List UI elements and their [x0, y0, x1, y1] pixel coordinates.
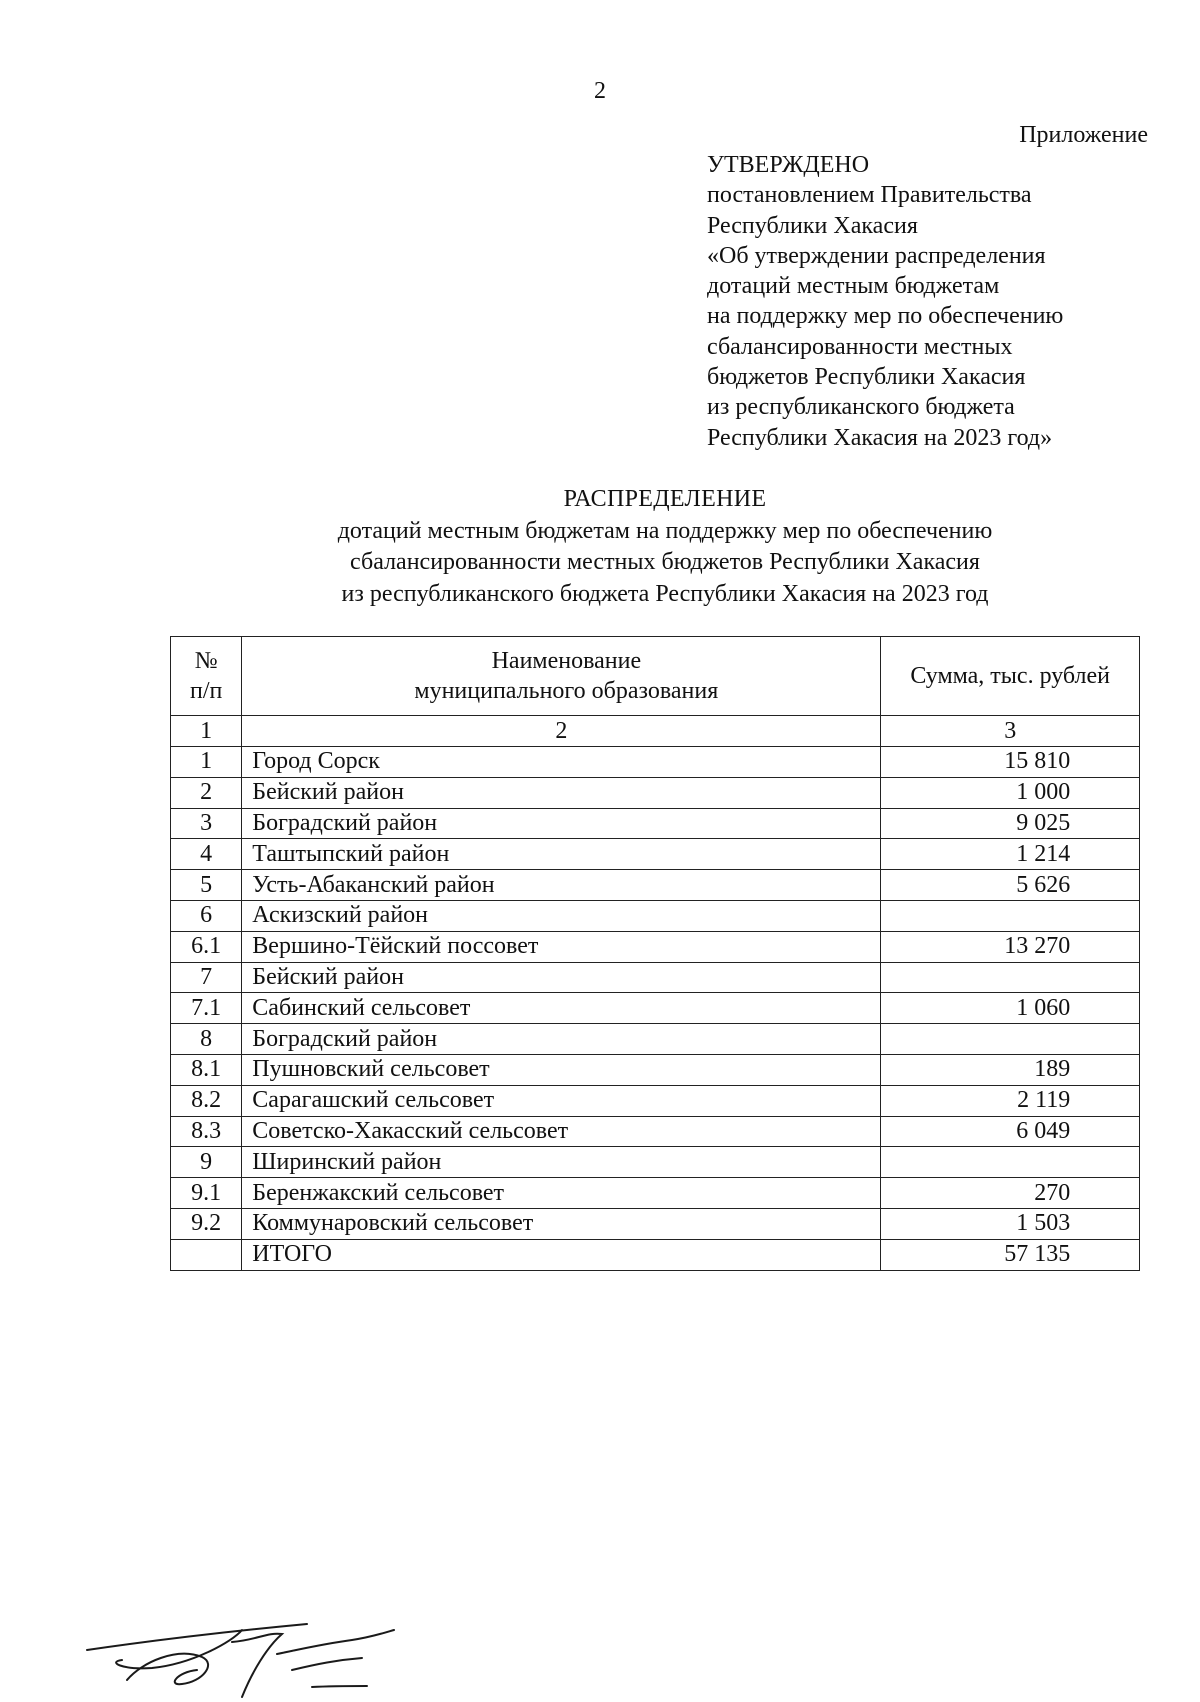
header-sum: Сумма, тыс. рублей [881, 637, 1140, 716]
signature [82, 1602, 412, 1702]
row-sum: 15 810 [1004, 748, 1071, 775]
row-name: Пушновский сельсовет [242, 1054, 881, 1085]
row-sum-cell [881, 993, 1140, 1024]
row-sum: 1 000 [1016, 779, 1071, 806]
row-sum: 2 119 [1017, 1087, 1071, 1114]
table-row [171, 1208, 1140, 1239]
document-title [0, 484, 1200, 610]
row-name: Аскизский район [242, 900, 881, 931]
row-sum: 9 025 [1016, 809, 1071, 836]
approval-line: «Об утверждении распределения [707, 242, 1046, 269]
approval-line: из республиканского бюджета [707, 394, 1015, 421]
row-sum: 13 270 [1004, 933, 1071, 960]
row-sum-cell [881, 870, 1140, 901]
approval-line: на поддержку мер по обеспечению [707, 303, 1064, 330]
header-name-line1: Наименование [491, 648, 642, 674]
row-number: 9.2 [171, 1208, 242, 1239]
approval-line: Республики Хакасия на 2023 год» [707, 424, 1053, 451]
row-name: Ширинский район [242, 1147, 881, 1178]
column-index: 2 [242, 716, 881, 747]
title-line: из республиканского бюджета Республики Хакасия на 2023 год [341, 580, 989, 607]
row-number: 5 [171, 870, 242, 901]
row-number: 4 [171, 839, 242, 870]
row-sum-cell [881, 1116, 1140, 1147]
row-name: Советско-Хакасский сельсовет [242, 1116, 881, 1147]
row-number [171, 1239, 242, 1270]
row-name: Боградский район [242, 808, 881, 839]
total-row [171, 1239, 1140, 1270]
table-header-row [171, 637, 1140, 716]
table-row [171, 747, 1140, 778]
row-sum-cell [881, 1024, 1140, 1055]
title-heading: РАСПРЕДЕЛЕНИЕ [563, 486, 767, 512]
row-number: 8.1 [171, 1054, 242, 1085]
row-name: Беренжакский сельсовет [242, 1178, 881, 1209]
row-name: Бейский район [242, 777, 881, 808]
appendix-label: Приложение [1019, 122, 1148, 148]
row-sum-cell [881, 1085, 1140, 1116]
row-sum-cell [881, 962, 1140, 993]
row-name: Боградский район [242, 1024, 881, 1055]
row-name: Коммунаровский сельсовет [242, 1208, 881, 1239]
row-number: 9.1 [171, 1178, 242, 1209]
row-name: Город Сорск [242, 747, 881, 778]
row-sum-cell [881, 1178, 1140, 1209]
row-sum-cell [881, 839, 1140, 870]
row-sum-cell [881, 808, 1140, 839]
table-row [171, 993, 1140, 1024]
table-row [171, 1116, 1140, 1147]
table-row [171, 839, 1140, 870]
row-number: 6 [171, 900, 242, 931]
table-row [171, 1054, 1140, 1085]
table-row [171, 1024, 1140, 1055]
row-number: 7 [171, 962, 242, 993]
distribution-table [170, 636, 1140, 1271]
approval-block [707, 150, 1063, 453]
row-number: 6.1 [171, 931, 242, 962]
header-number [171, 637, 242, 716]
row-number: 8.2 [171, 1085, 242, 1116]
row-sum-cell [881, 1239, 1140, 1270]
row-name: ИТОГО [242, 1239, 881, 1270]
table-row [171, 777, 1140, 808]
row-number: 8.3 [171, 1116, 242, 1147]
row-sum-cell [881, 777, 1140, 808]
row-number: 1 [171, 747, 242, 778]
row-name: Сарагашский сельсовет [242, 1085, 881, 1116]
row-name: Таштыпский район [242, 839, 881, 870]
row-sum: 1 503 [1016, 1210, 1071, 1237]
row-number: 8 [171, 1024, 242, 1055]
table-row [171, 1147, 1140, 1178]
table-row [171, 1178, 1140, 1209]
row-name: Усть-Абаканский район [242, 870, 881, 901]
approval-line: Республики Хакасия [707, 212, 918, 239]
row-number: 9 [171, 1147, 242, 1178]
row-sum: 270 [1034, 1179, 1071, 1206]
table-row [171, 1085, 1140, 1116]
table-row [171, 962, 1140, 993]
row-sum: 1 060 [1016, 994, 1071, 1021]
table-row [171, 931, 1140, 962]
row-sum-cell [881, 747, 1140, 778]
header-number-line2: п/п [189, 678, 223, 704]
approval-line: постановлением Правительства [707, 182, 1032, 209]
row-number: 7.1 [171, 993, 242, 1024]
approval-line: дотаций местным бюджетам [707, 273, 1000, 300]
row-sum-cell [881, 1147, 1140, 1178]
column-index: 1 [171, 716, 242, 747]
row-sum-cell [881, 1054, 1140, 1085]
page-number: 2 [594, 78, 606, 104]
title-line: дотаций местным бюджетам на поддержку мер по обеспечению [337, 517, 993, 544]
row-name: Вершино-Тёйский поссовет [242, 931, 881, 962]
table-row [171, 808, 1140, 839]
row-sum: 189 [1034, 1056, 1071, 1083]
row-sum-cell [881, 1208, 1140, 1239]
table-row [171, 900, 1140, 931]
approval-line: сбалансированности местных [707, 333, 1013, 360]
row-name: Бейский район [242, 962, 881, 993]
row-sum: 1 214 [1016, 840, 1071, 867]
table-row [171, 870, 1140, 901]
row-sum-cell [881, 931, 1140, 962]
row-sum: 6 049 [1016, 1117, 1071, 1144]
header-name-line2: муниципального образования [414, 678, 719, 704]
row-sum-cell [881, 900, 1140, 931]
title-line: сбалансированности местных бюджетов Республики Хакасия [350, 549, 980, 575]
approval-line: бюджетов Республики Хакасия [707, 364, 1026, 391]
approval-line: УТВЕРЖДЕНО [707, 152, 870, 178]
row-sum: 57 135 [1004, 1241, 1071, 1268]
row-name: Сабинский сельсовет [242, 993, 881, 1024]
row-sum: 5 626 [1016, 871, 1071, 898]
row-number: 2 [171, 777, 242, 808]
row-number: 3 [171, 808, 242, 839]
header-name [242, 637, 881, 716]
column-index-row [171, 716, 1140, 747]
header-number-line1: № [194, 648, 218, 674]
column-index: 3 [881, 716, 1140, 747]
table-body [171, 747, 1140, 1271]
